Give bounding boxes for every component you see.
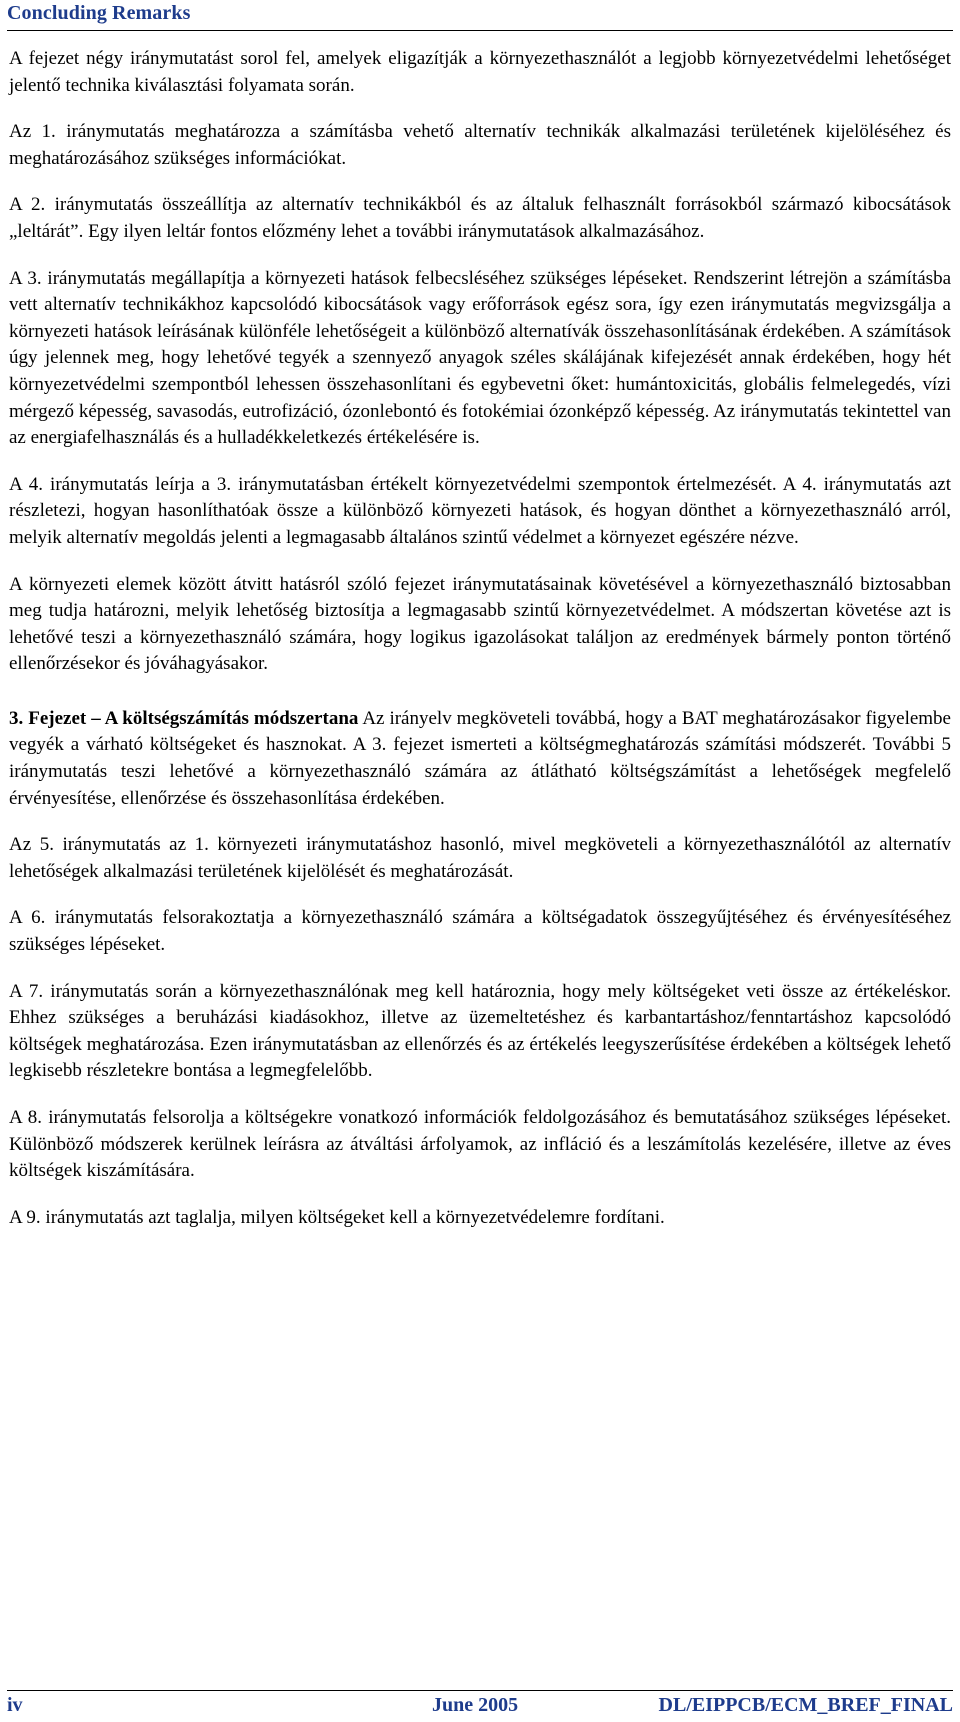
chapter-3-heading: 3. Fejezet – A költségszámítás módszertana bbox=[9, 707, 359, 729]
paragraph-guideline-3: A 3. iránymutatás megállapítja a környezeti hatások felbecsléséhez szükséges lépéseket. Rendszerint létrejön a számításba vett alternatív technikákhoz kapcsolódó kibocsátások vagy erőforrások egész sora, így ezen iránymutatás megvizsgálja a környezeti hatások leírásának különféle lehetőségeit a különböző alternatívák összehasonlításának érdekében. A számítások úgy jelennek meg, hogy lehetővé tegyék a szennyező anyagok széles skálájának kifejezését annak érdekében, hogy hét környezetvédelmi szempontból lehessen összehasonlítani és egybevetni őket: humántoxicitás, globális felmelegedés, vízi mérgező képesség, savasodás, eutrofizáció, ózonlebontó és fotokémiai ózonképző képesség. Az iránymutatás tekintettel van az energiafelhasználás és a hulladékkeletkezés értékelésére is. bbox=[9, 267, 951, 449]
paragraph-methodology-summary: A környezeti elemek között átvitt hatásról szóló fejezet iránymutatásainak követésével a környezethasználó biztosabban meg tudja határozni, melyik lehetőség biztosítja a legmagasabb szintű környezetvédelmet. A módszertan követése azt is lehetővé teszi a környezethasználó számára, hogy logikus igazolásokat találjon az eredmények bármely ponton történő ellenőrzésekor és jóváhagyásakor. bbox=[9, 573, 951, 675]
footer-date: June 2005 bbox=[432, 1694, 519, 1716]
footer-divider bbox=[7, 1690, 953, 1691]
paragraph-guideline-2: A 2. iránymutatás összeállítja az alternatív technikákból és az általuk felhasznált forrásokból származó kibocsátások „leltárát”. Egy ilyen leltár fontos előzmény lehet a további iránymutatások alkalmazásához. bbox=[9, 194, 951, 242]
paragraph-guideline-5: Az 5. iránymutatás az 1. környezeti iránymutatáshoz hasonló, mivel megköveteli a környezethasználótól az alternatív lehetőségek alkalmazási területének kijelölését és meghatározását. bbox=[9, 834, 951, 882]
paragraph-guideline-9: A 9. iránymutatás azt taglalja, milyen költségeket kell a környezetvédelemre fordítani. bbox=[9, 1206, 665, 1228]
chapter-3-text: Az irányelv megköveteli továbbá, hogy a BAT meghatározásakor figyelembe vegyék a várható költségeket és hasznokat. A 3. fejezet ismerteti a költségmeghatározás számítási módszerét. További 5 iránymutatás teszi lehetővé a környezethasználó számára az átlátható költségszámítást a lehetőségek megfelelő érvényesítése, ellenőrzése és összehasonlítása érdekében. bbox=[9, 707, 951, 809]
page-number: iv bbox=[7, 1694, 23, 1716]
document-id: DL/EIPPCB/ECM_BREF_FINAL bbox=[658, 1694, 953, 1716]
paragraph-guideline-1: Az 1. iránymutatás meghatározza a számításba vehető alternatív technikák alkalmazási területének kijelöléséhez és meghatározásához szükséges információkat. bbox=[9, 121, 951, 169]
page-header bbox=[0, 0, 960, 32]
page-footer bbox=[0, 1690, 960, 1722]
paragraph-guideline-4: A 4. iránymutatás leírja a 3. iránymutatásban értékelt környezetvédelmi szempontok értelmezését. A 4. iránymutatás azt részletezi, hogyan hasonlíthatóak össze a különböző környezeti hatások, és hogyan dönthet a környezethasználó arról, melyik alternatív megoldás jelenti a legmagasabb általános szintű védelmet a környezet egészére nézve. bbox=[9, 473, 951, 548]
document-body bbox=[9, 46, 951, 1231]
paragraph-chapter-3 bbox=[9, 706, 951, 812]
header-divider bbox=[7, 30, 953, 31]
paragraph-guideline-7: A 7. iránymutatás során a környezethasználónak meg kell határoznia, hogy mely költségeket veti össze az értékeléskor. Ehhez szükséges a beruházási kiadásokhoz, illetve az üzemeltetéshez és karbantartáshoz/fenntartáshoz kapcsolódó költségek meghatározása. Ezen iránymutatásban az ellenőrzés és az értékelés leegyszerűsítése érdekében a költségek lehető legkisebb részletekre bontása a legmegfelelőbb. bbox=[9, 980, 951, 1082]
paragraph-guideline-8: A 8. iránymutatás felsorolja a költségekre vonatkozó információk feldolgozásához és bemutatásához szükséges lépéseket. Különböző módszerek kerülnek leírásra az átváltási árfolyamok, az infláció és a leszámítolás kezelésére, illetve az éves költségek kiszámítására. bbox=[9, 1107, 951, 1182]
running-header-title: Concluding Remarks bbox=[7, 2, 191, 24]
paragraph-intro: A fejezet négy iránymutatást sorol fel, amelyek eligazítják a környezethasználót a legjobb környezetvédelmi lehetőséget jelentő technika kiválasztási folyamata során. bbox=[9, 48, 951, 96]
paragraph-guideline-6: A 6. iránymutatás felsorakoztatja a környezethasználó számára a költségadatok összegyűjtéséhez és érvényesítéséhez szükséges lépéseket. bbox=[9, 907, 951, 956]
